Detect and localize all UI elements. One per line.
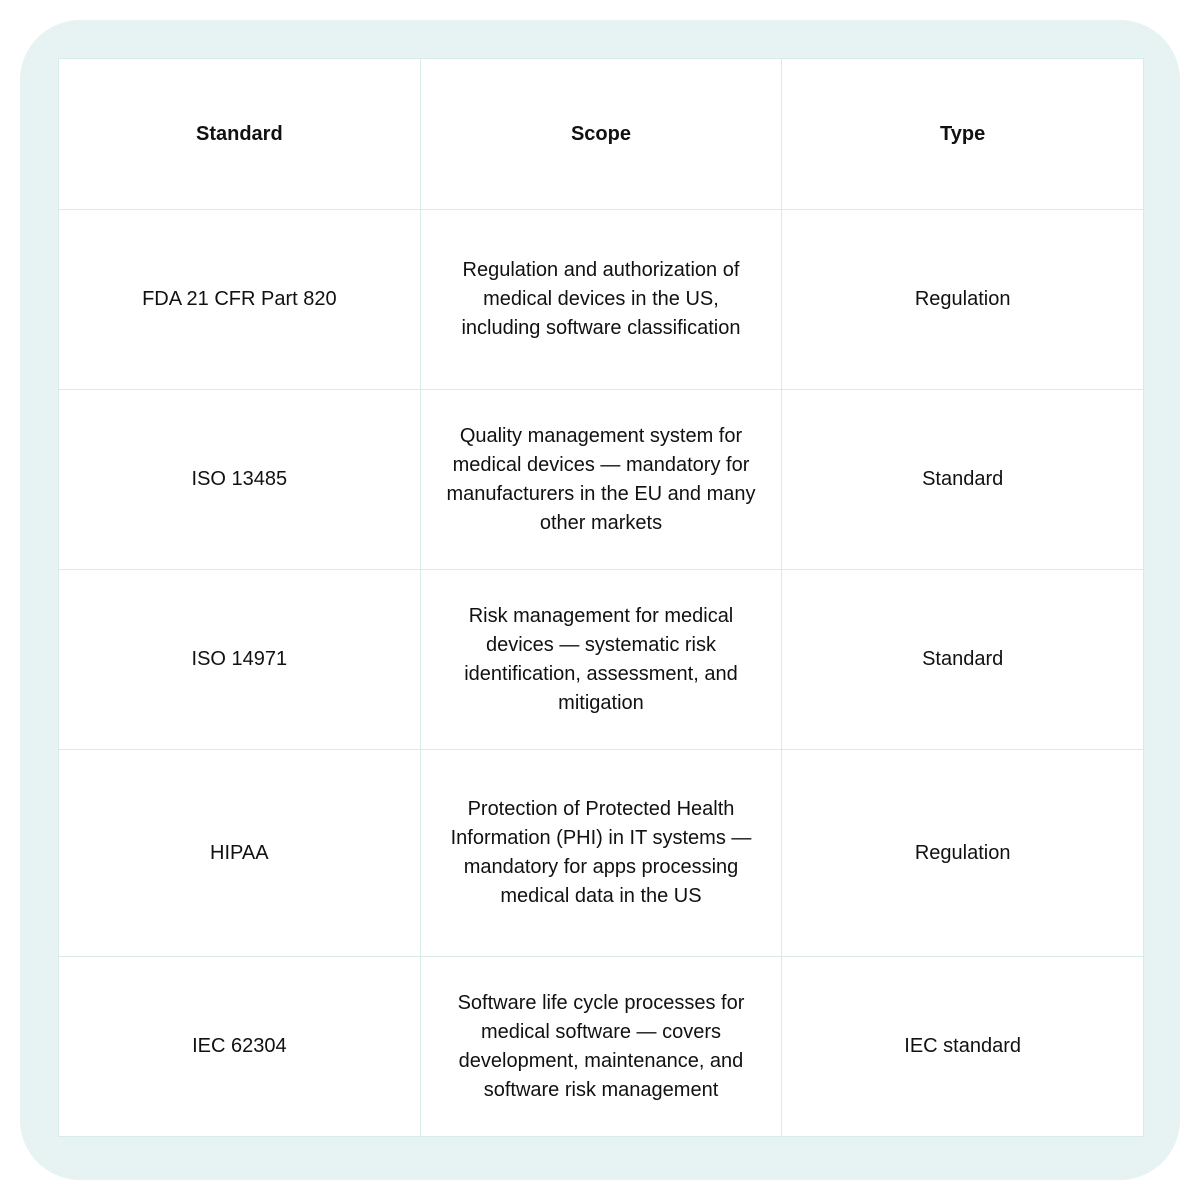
cell-type: Standard: [782, 570, 1144, 750]
cell-type: Regulation: [782, 210, 1144, 390]
cell-scope: Software life cycle processes for medical software — covers development, maintenance, and software risk management: [420, 957, 782, 1137]
cell-type: Standard: [782, 390, 1144, 570]
cell-standard: FDA 21 CFR Part 820: [59, 210, 421, 390]
cell-type: Regulation: [782, 750, 1144, 957]
table-row: [59, 750, 1144, 957]
cell-scope: Quality management system for medical devices — mandatory for manufacturers in the EU and many other markets: [420, 390, 782, 570]
table-row: [59, 570, 1144, 750]
table-row: [59, 210, 1144, 390]
cell-standard: ISO 14971: [59, 570, 421, 750]
cell-scope: Regulation and authorization of medical devices in the US, including software classification: [420, 210, 782, 390]
cell-type: IEC standard: [782, 957, 1144, 1137]
cell-standard: HIPAA: [59, 750, 421, 957]
cell-scope: Risk management for medical devices — systematic risk identification, assessment, and mitigation: [420, 570, 782, 750]
column-header-standard: Standard: [59, 59, 421, 210]
cell-scope: Protection of Protected Health Information (PHI) in IT systems — mandatory for apps processing medical data in the US: [420, 750, 782, 957]
table-row: [59, 390, 1144, 570]
table-header-row: [59, 59, 1144, 210]
cell-standard: IEC 62304: [59, 957, 421, 1137]
table-row: [59, 957, 1144, 1137]
cell-standard: ISO 13485: [59, 390, 421, 570]
column-header-type: Type: [782, 59, 1144, 210]
standards-table: [58, 58, 1144, 1137]
column-header-scope: Scope: [420, 59, 782, 210]
